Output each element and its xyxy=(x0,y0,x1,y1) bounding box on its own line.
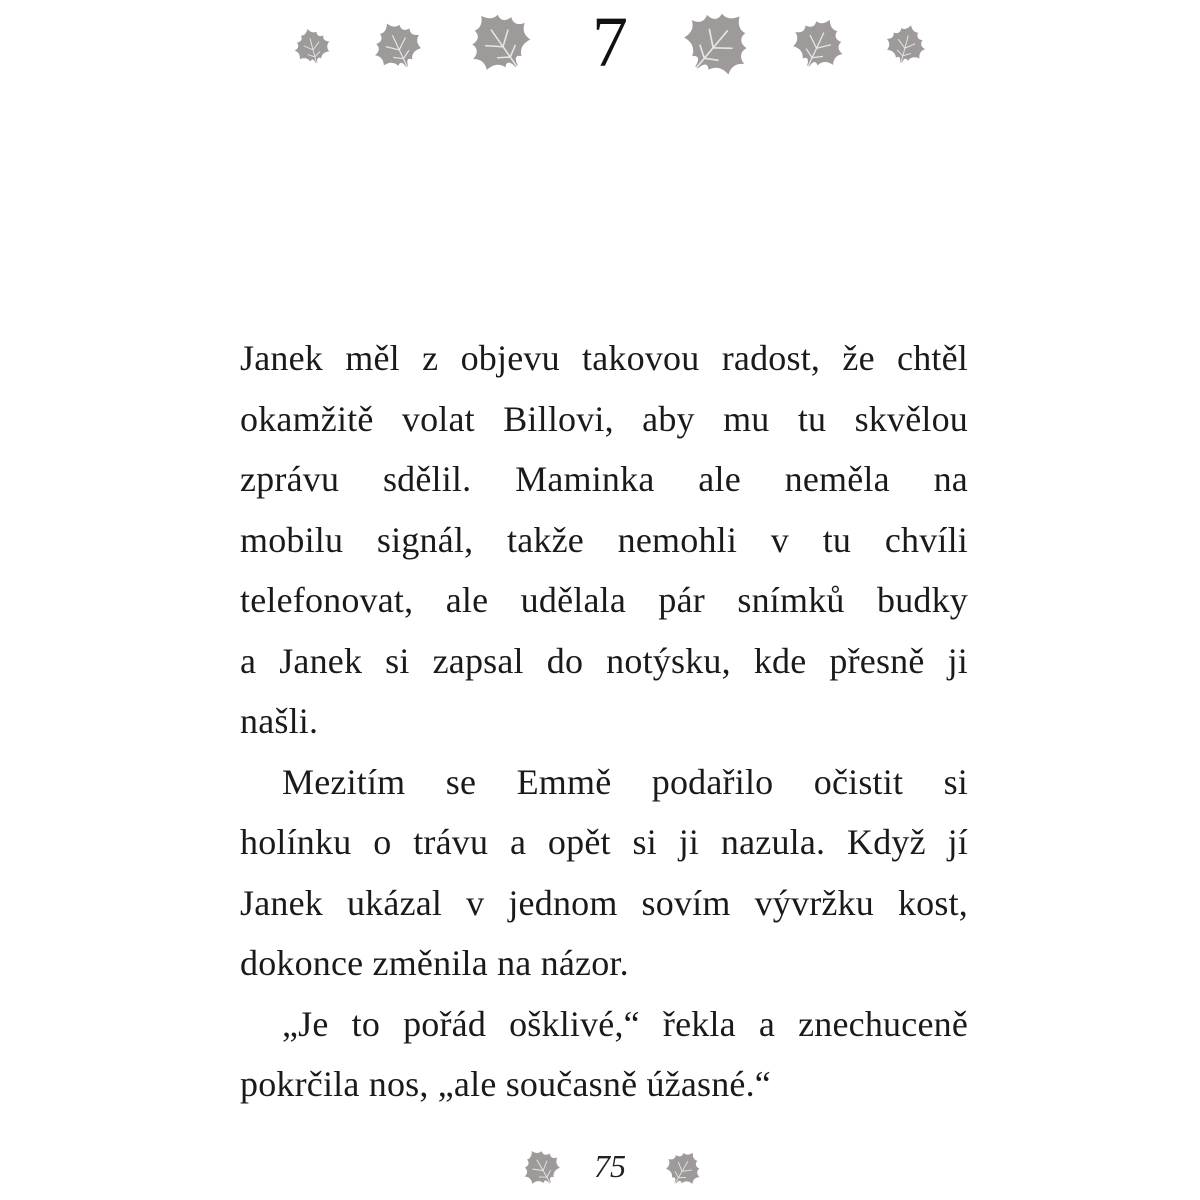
maple-leaf-icon xyxy=(664,0,771,96)
text-line: holínku o trávu a opět si ji nazula. Když jí xyxy=(240,822,968,862)
text-line: dokonce změnila na názor. xyxy=(240,943,629,983)
maple-leaf-icon xyxy=(512,1138,569,1195)
maple-leaf-icon xyxy=(361,9,433,81)
text-line: a Janek si zapsal do notýsku, kde přesně ji xyxy=(240,640,968,681)
text-line: Janek měl z objevu takovou radost, že chtěl xyxy=(240,338,968,378)
maple-leaf-icon xyxy=(780,4,857,81)
maple-leaf-icon xyxy=(879,17,933,71)
chapter-header xyxy=(0,0,1200,90)
paragraph xyxy=(240,328,968,752)
text-line: okamžitě volat Billovi, aby mu tu skvělou xyxy=(240,398,968,439)
text-line: „Je to pořád ošklivé,“ řekla a znechuceně xyxy=(282,1003,968,1044)
text-line: našli. xyxy=(240,701,319,741)
text-line: pokrčila nos, „ale současně úžasné.“ xyxy=(240,1064,771,1104)
page-number: 75 xyxy=(594,1148,626,1184)
text-line: Mezitím se Emmě podařilo očistit si xyxy=(282,761,968,802)
text-line: Janek ukázal v jednom sovím vývržku kost, xyxy=(240,882,968,923)
text-line: zprávu sdělil. Maminka ale neměla na xyxy=(240,459,968,499)
chapter-body-text xyxy=(240,328,968,1115)
page-footer xyxy=(0,1138,1200,1198)
chapter-number: 7 xyxy=(592,2,628,82)
text-line: telefonovat, ale udělala pár snímků budky xyxy=(240,580,968,620)
maple-leaf-icon xyxy=(657,1141,712,1196)
paragraph xyxy=(240,752,968,994)
text-line: mobilu signál, takže nemohli v tu chvíli xyxy=(240,519,968,560)
maple-leaf-icon xyxy=(288,22,337,71)
maple-leaf-icon xyxy=(450,0,547,90)
paragraph xyxy=(240,994,968,1115)
